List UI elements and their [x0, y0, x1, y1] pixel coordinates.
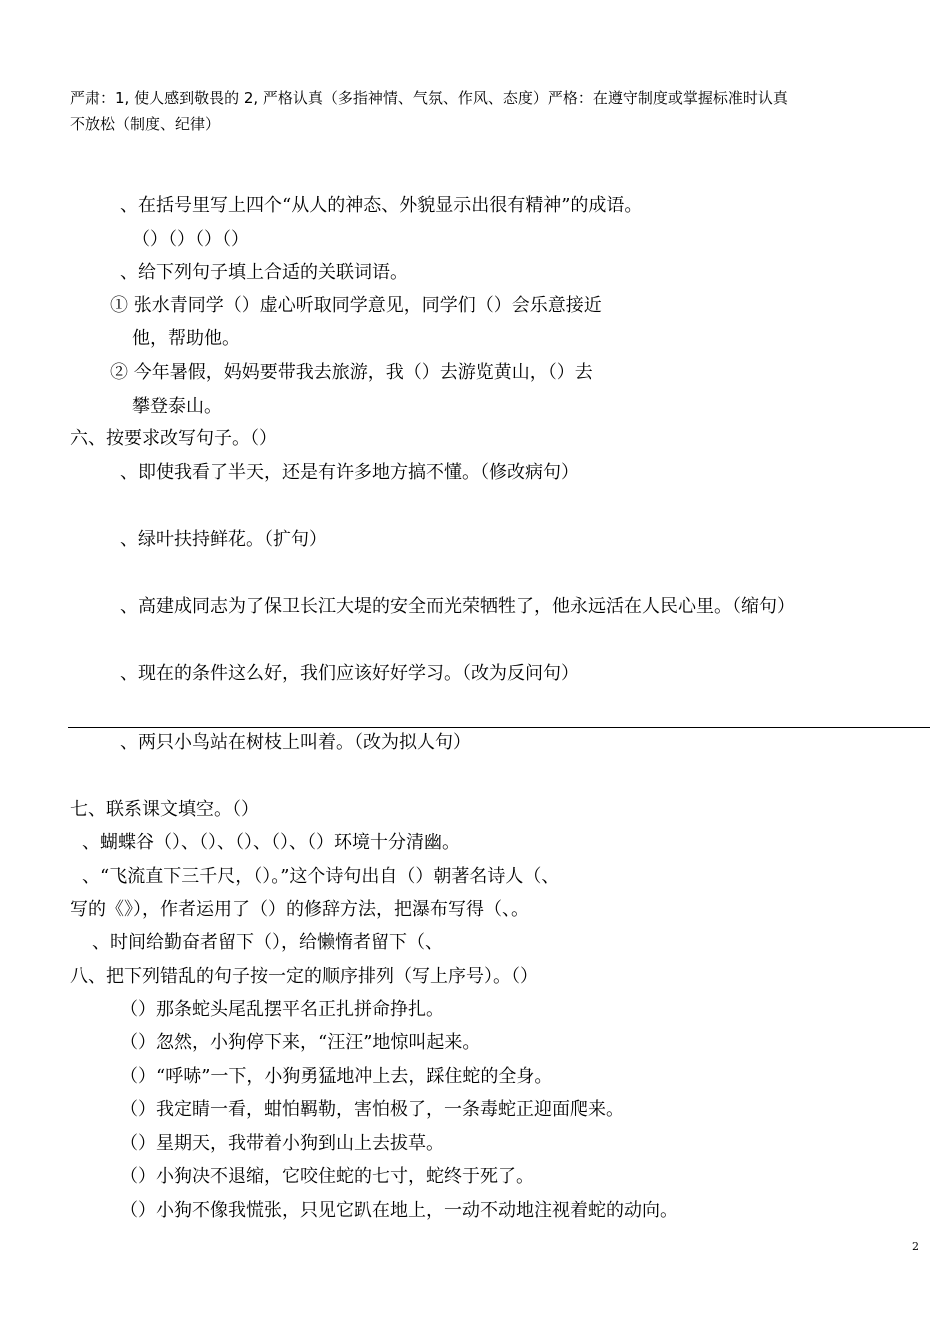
idiom-blanks: （）（）（）（）	[132, 229, 249, 250]
conjunction-item-2-line-1: ② 今年暑假，妈妈要带我去旅游，我（）去游览黄山，（）去	[110, 362, 593, 383]
section-7-question-3: 、时间给勤奋者留下（），给懒惰者留下（、	[92, 932, 443, 953]
section-7-question-2-line-2: 写的《》），作者运用了（）的修辞方法，把瀑布写得（、。	[70, 899, 529, 920]
question-conjunctions: 、给下列句子填上合适的关联词语。	[120, 262, 408, 283]
conjunction-item-1-line-1: ① 张水青同学（）虚心听取同学意见，同学们（）会乐意接近	[110, 295, 602, 316]
conjunction-item-1-line-2: 他，帮助他。	[132, 328, 240, 349]
section-6-heading: 六、按要求改写句子。（）	[70, 428, 277, 449]
section-6-question-3: 、高建成同志为了保卫长江大堤的安全而光荣牺牲了，他永远活在人民心里。（缩句）	[120, 596, 795, 617]
header-note-line-2: 不放松（制度、纪律）	[70, 115, 221, 133]
ordering-item: （）我定睛一看，蚶怕羁勒，害怕极了，一条毒蛇正迎面爬来。	[120, 1099, 624, 1120]
section-6-question-2: 、绿叶扶持鲜花。（扩句）	[120, 529, 327, 550]
section-8-heading: 八、把下列错乱的句子按一定的顺序排列（写上序号）。（）	[70, 966, 538, 987]
ordering-item: （）那条蛇头尾乱摆平名正扎拼命挣扎。	[120, 999, 444, 1020]
conjunction-item-2-line-2: 攀登泰山。	[132, 396, 222, 417]
question-idioms: 、在括号里写上四个“从人的神态、外貌显示出很有精神”的成语。	[120, 195, 643, 216]
ordering-item: （）“呼哧”一下，小狗勇猛地冲上去，踩住蛇的全身。	[120, 1066, 553, 1087]
ordering-item: （）小狗不像我慌张，只见它趴在地上，一动不动地注视着蛇的动向。	[120, 1200, 678, 1221]
page-number: 2	[912, 1240, 919, 1253]
header-note-line-1: 严肃：1, 使人感到敬畏的 2, 严格认真（多指神情、气氛、作风、态度）严格：在遵守制度或掌握标准时认真	[70, 89, 788, 107]
ordering-item: （）星期天，我带着小狗到山上去拔草。	[120, 1133, 444, 1154]
section-6-question-4: 、现在的条件这么好，我们应该好好学习。（改为反问句）	[120, 663, 579, 684]
section-7-question-2-line-1: 、“飞流直下三千尺，（）。”这个诗句出自（）朝著名诗人（、	[82, 866, 560, 887]
section-6-question-1: 、即使我看了半天，还是有许多地方搞不懂。（修改病句）	[120, 462, 579, 483]
answer-line	[68, 727, 930, 728]
ordering-item: （）小狗决不退缩，它咬住蛇的七寸，蛇终于死了。	[120, 1166, 534, 1187]
ordering-item: （）忽然，小狗停下来，“汪汪”地惊叫起来。	[120, 1032, 481, 1053]
section-7-heading: 七、联系课文填空。（）	[70, 799, 259, 820]
section-6-question-5: 、两只小鸟站在树枝上叫着。（改为拟人句）	[120, 732, 471, 753]
section-7-question-1: 、蝴蝶谷（）、（）、（）、（）、（）环境十分清幽。	[82, 832, 460, 853]
